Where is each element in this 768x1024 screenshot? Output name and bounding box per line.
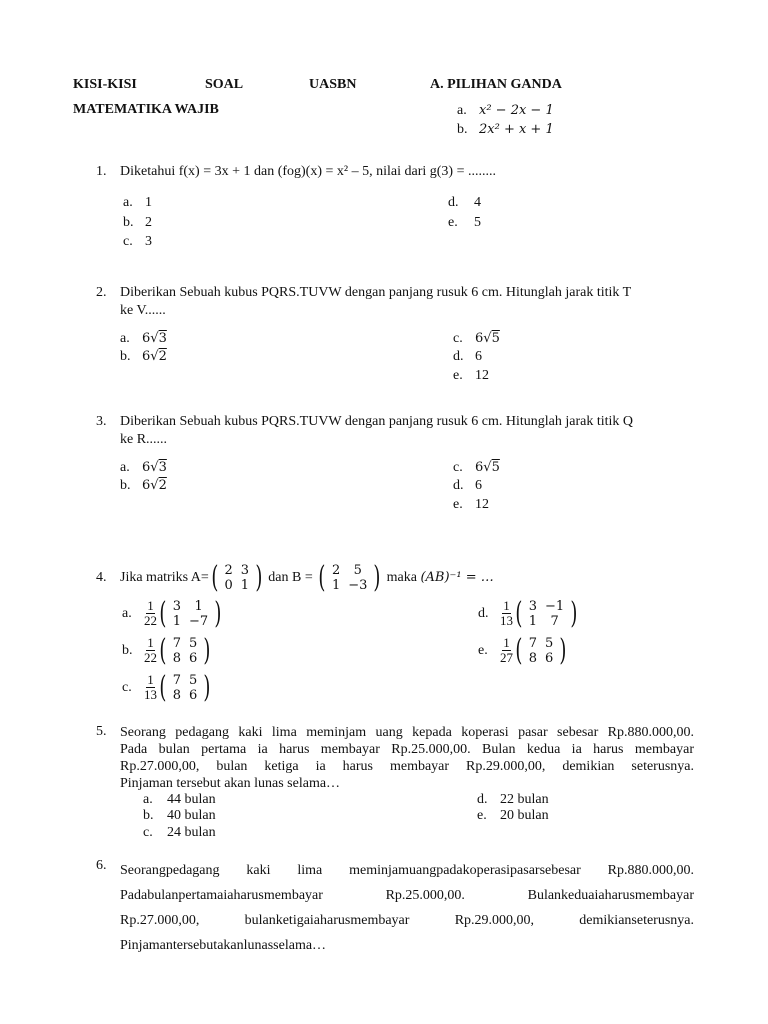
question-2-number: 2. xyxy=(96,285,107,300)
sqrt-expression: 6√3 xyxy=(142,331,167,346)
option-value: 24 bulan xyxy=(167,825,216,840)
sqrt-expression: 6√2 xyxy=(142,478,167,493)
matrix-b: ( 2 5 1 −3 ) xyxy=(318,559,381,595)
q3-option-d xyxy=(453,478,482,494)
option-label: d. xyxy=(478,606,489,621)
header-uasbn: UASBN xyxy=(309,77,357,92)
question-4-stem xyxy=(120,554,494,602)
subject-title: MATEMATIKA WAJIB xyxy=(73,102,219,117)
option-label: d. xyxy=(448,195,459,210)
q4-mid-text: dan B = xyxy=(268,570,313,585)
option-matrix: ( 7 5 8 6 ) xyxy=(159,669,211,705)
sqrt-expression: 6√2 xyxy=(142,349,167,364)
option-label: c. xyxy=(453,331,463,346)
option-value: 3 xyxy=(145,234,152,249)
q3-option-c xyxy=(453,460,500,476)
option-label: a. xyxy=(143,792,153,807)
q1-option-e xyxy=(448,215,481,231)
option-label: d. xyxy=(453,349,464,364)
option-label: b. xyxy=(457,122,468,137)
q6-line: Seorangpedagang kaki lima meminjamuangpadakoperasipasarsebesar Rp.880.000,00. xyxy=(120,863,694,878)
option-value: 20 bulan xyxy=(500,808,549,823)
section-title: A. PILIHAN GANDA xyxy=(430,77,562,92)
question-2-line-2: ke V...... xyxy=(120,303,166,318)
q5-option-d xyxy=(477,792,549,808)
option-label: b. xyxy=(120,349,131,364)
question-3-line-2: ke R...... xyxy=(120,432,168,447)
q6-line: Pinjamantersebutakanlunasselama… xyxy=(120,938,327,953)
option-label: b. xyxy=(123,215,134,230)
q6-line: Padabulanpertamaiaharusmembayar Rp.25.000,00. Bulankeduaiaharusmembayar xyxy=(120,888,694,903)
sqrt-expression: 6√3 xyxy=(142,460,167,475)
option-label: a. xyxy=(122,606,132,621)
q2-option-a xyxy=(120,331,167,347)
question-1-text: Diketahui f(x) = 3x + 1 dan (fog)(x) = x² – 5, nilai dari g(3) = ........ xyxy=(120,164,496,179)
q3-option-a xyxy=(120,460,167,476)
option-value: 6 xyxy=(475,349,482,364)
matrix-a: ( 2 3 0 1 ) xyxy=(211,559,263,595)
option-value: 22 bulan xyxy=(500,792,549,807)
option-label: e. xyxy=(453,368,463,383)
sqrt-expression: 6√5 xyxy=(475,331,500,346)
question-5-text xyxy=(120,724,694,792)
option-label: b. xyxy=(143,808,154,823)
option-expression: x² − 2x − 1 xyxy=(479,103,554,118)
q5-option-b xyxy=(143,808,216,824)
q2-option-d xyxy=(453,349,482,365)
question-4-number: 4. xyxy=(96,570,107,585)
option-matrix: ( 7 5 8 6 ) xyxy=(159,632,211,668)
option-label: a. xyxy=(120,460,130,475)
q5-line: Pada bulan pertama ia harus membayar Rp.25.000,00. Bulan kedua ia harus membayar xyxy=(120,742,694,757)
q4-expression: (AB)⁻¹ = … xyxy=(420,570,494,585)
q2-option-c xyxy=(453,331,500,347)
q5-line: Pinjaman tersebut akan lunas selama… xyxy=(120,776,341,791)
option-label: c. xyxy=(453,460,463,475)
sqrt-expression: 6√5 xyxy=(475,460,500,475)
q1-option-a xyxy=(123,195,152,211)
top-option-a xyxy=(457,103,554,119)
fraction: $\frac{1}{13}$ xyxy=(500,598,513,629)
q4-option-d xyxy=(478,596,580,632)
option-value: 5 xyxy=(474,215,481,230)
fraction: $\frac{1}{22}$ xyxy=(144,598,157,629)
option-value: 44 bulan xyxy=(167,792,216,807)
fraction: $\frac{1}{27}$ xyxy=(500,635,513,666)
q3-option-e xyxy=(453,497,489,513)
option-label: c. xyxy=(143,825,153,840)
question-1-number: 1. xyxy=(96,164,107,179)
option-label: d. xyxy=(477,792,488,807)
option-label: c. xyxy=(122,680,132,695)
option-expression: 2x² + x + 1 xyxy=(479,122,554,137)
option-value: 1 xyxy=(145,195,152,210)
option-label: e. xyxy=(448,215,458,230)
option-matrix: ( 7 5 8 6 ) xyxy=(515,632,567,668)
option-matrix: ( 3 −1 1 7 ) xyxy=(515,595,578,631)
question-5-number: 5. xyxy=(96,724,107,739)
option-value: 12 xyxy=(475,368,489,383)
option-label: e. xyxy=(453,497,463,512)
q1-option-c xyxy=(123,234,152,250)
option-label: e. xyxy=(477,808,487,823)
q5-option-c xyxy=(143,825,216,841)
fraction: $\frac{1}{13}$ xyxy=(144,672,157,703)
q1-option-b xyxy=(123,215,152,231)
q5-option-a xyxy=(143,792,216,808)
q5-line: Rp.27.000,00, bulan ketiga ia harus membayar Rp.29.000,00, demikian seterusnya. xyxy=(120,759,694,774)
q1-option-d xyxy=(448,195,481,211)
option-label: b. xyxy=(120,478,131,493)
question-2-line-1: Diberikan Sebuah kubus PQRS.TUVW dengan panjang rusuk 6 cm. Hitunglah jarak titik T xyxy=(120,285,632,300)
q3-option-b xyxy=(120,478,167,494)
q4-option-b xyxy=(122,633,213,669)
header-kisi: KISI-KISI xyxy=(73,77,137,92)
option-value: 4 xyxy=(474,195,481,210)
option-label: b. xyxy=(122,643,133,658)
question-6-text xyxy=(120,858,694,958)
option-value: 12 xyxy=(475,497,489,512)
q4-option-c xyxy=(122,670,213,706)
option-value: 6 xyxy=(475,478,482,493)
fraction: $\frac{1}{22}$ xyxy=(144,635,157,666)
q4-option-e xyxy=(478,633,569,669)
option-label: c. xyxy=(123,234,133,249)
option-label: a. xyxy=(123,195,133,210)
top-option-b xyxy=(457,122,554,138)
question-6-number: 6. xyxy=(96,858,107,873)
q4-option-a xyxy=(122,596,224,632)
q2-option-b xyxy=(120,349,167,365)
option-value: 2 xyxy=(145,215,152,230)
option-value: 40 bulan xyxy=(167,808,216,823)
q5-option-e xyxy=(477,808,549,824)
option-label: e. xyxy=(478,643,488,658)
q4-post-text: maka xyxy=(386,570,417,585)
q5-line: Seorang pedagang kaki lima meminjam uang kepada koperasi pasar sebesar Rp.880.000,00. xyxy=(120,725,694,740)
q2-option-e xyxy=(453,368,489,384)
header-soal: SOAL xyxy=(205,77,244,92)
option-label: a. xyxy=(120,331,130,346)
option-matrix: ( 3 1 1 −7 ) xyxy=(159,595,222,631)
q6-line: Rp.27.000,00, bulanketigaiaharusmembayar Rp.29.000,00, demikianseterusnya. xyxy=(120,913,694,928)
option-label: a. xyxy=(457,103,467,118)
q4-pre-text: Jika matriks A= xyxy=(120,570,209,585)
option-label: d. xyxy=(453,478,464,493)
question-3-line-1: Diberikan Sebuah kubus PQRS.TUVW dengan panjang rusuk 6 cm. Hitunglah jarak titik Q xyxy=(120,414,633,429)
question-3-number: 3. xyxy=(96,414,107,429)
